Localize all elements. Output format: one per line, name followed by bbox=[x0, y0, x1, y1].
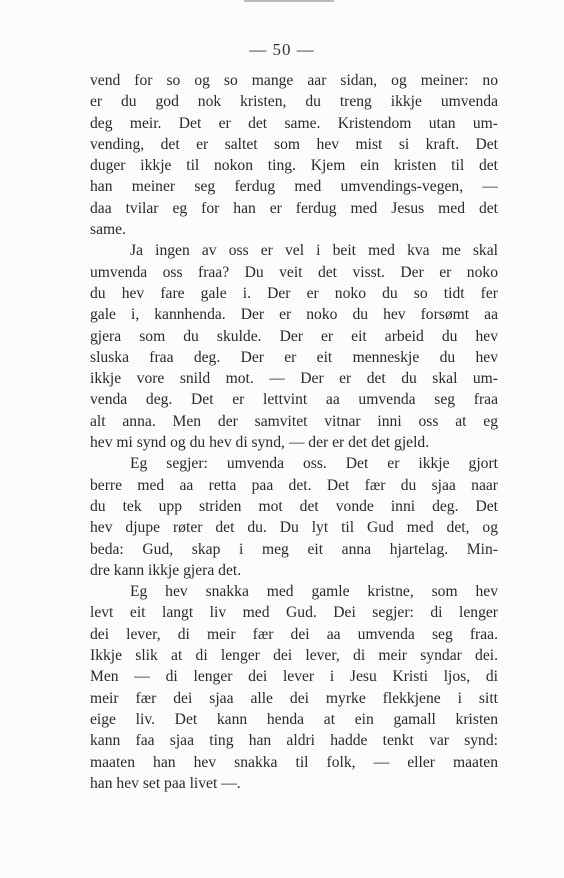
text-line: vending, det er saltet som hev mist si kraft. Det bbox=[90, 135, 498, 153]
text-line: Men — di lenger dei lever i Jesu Kristi ljos, di bbox=[90, 668, 498, 686]
text-line: du hev fare gale i. Der er noko du so tidt fer bbox=[90, 284, 498, 302]
text-line: gjera som du skulde. Der er eit arbeid du hev bbox=[90, 327, 498, 345]
text-line: meir fær dei sjaa alle dei myrke flekkjene i sitt bbox=[90, 689, 498, 707]
text-line: han meiner seg ferdug med umvendings-vegen, — bbox=[90, 178, 498, 196]
text-line: Ikkje slik at di lenger dei lever, di meir syndar dei. bbox=[90, 647, 498, 665]
text-line: maaten han hev snakka til folk, — eller maaten bbox=[90, 753, 498, 771]
text-line: alt anna. Men der samvitet vitnar inni oss at eg bbox=[90, 412, 498, 430]
text-line-paragraph-end: same. bbox=[90, 221, 126, 239]
text-line: duger ikkje til nokon ting. Kjem ein kristen til det bbox=[90, 157, 498, 175]
text-line: umvenda oss fraa? Du veit det visst. Der er noko bbox=[90, 263, 498, 281]
text-line: vend for so og so mange aar sidan, og meiner: no bbox=[90, 72, 498, 89]
text-line: gale i, kannhenda. Der er noko du hev forsømt aa bbox=[90, 306, 498, 324]
text-line: hev djupe røter det du. Du lyt til Gud med det, og bbox=[90, 519, 498, 537]
text-line: berre med aa retta paa det. Det fær du sjaa naar bbox=[90, 476, 498, 494]
text-line: sluska fraa deg. Der er eit menneskje du hev bbox=[90, 348, 498, 366]
text-line: eige liv. Det kann henda at ein gamall kristen bbox=[90, 710, 498, 728]
text-line-paragraph-start: Eg hev snakka med gamle kristne, som hev bbox=[130, 583, 498, 601]
text-line-paragraph-end: han hev set paa livet —. bbox=[90, 774, 241, 792]
text-line-paragraph-start: Eg segjer: umvenda oss. Det er ikkje gjort bbox=[130, 455, 498, 473]
text-line: ikkje vore snild mot. — Der er det du skal um- bbox=[90, 370, 498, 388]
text-line: dei lever, di meir fær dei aa umvenda seg fraa. bbox=[90, 625, 498, 643]
body-text bbox=[90, 70, 498, 794]
text-line: levt eit langt liv med Gud. Dei segjer: di lenger bbox=[90, 604, 498, 622]
text-line: du tek upp striden mot det vonde inni deg. Det bbox=[90, 497, 498, 515]
top-edge-rule bbox=[244, 0, 334, 2]
page-number: — 50 — bbox=[249, 40, 315, 59]
text-line-paragraph-end: dre kann ikkje gjera det. bbox=[90, 561, 242, 579]
text-line: venda deg. Det er lettvint aa umvenda seg fraa bbox=[90, 391, 498, 409]
text-line-paragraph-start: Ja ingen av oss er vel i beit med kva me skal bbox=[130, 242, 498, 260]
text-line: beda: Gud, skap i meg eit anna hjartelag. Min- bbox=[90, 540, 498, 558]
text-line: daa tvilar eg for han er ferdug med Jesus med det bbox=[90, 199, 498, 217]
text-line-paragraph-end: hev mi synd og du hev di synd, — der er det det gjeld. bbox=[90, 434, 430, 452]
text-line: deg meir. Det er det same. Kristendom utan um- bbox=[90, 114, 498, 132]
text-line: kann faa sjaa ting han aldri hadde tenkt var synd: bbox=[90, 732, 498, 750]
text-line: er du god nok kristen, du treng ikkje umvenda bbox=[90, 93, 498, 111]
